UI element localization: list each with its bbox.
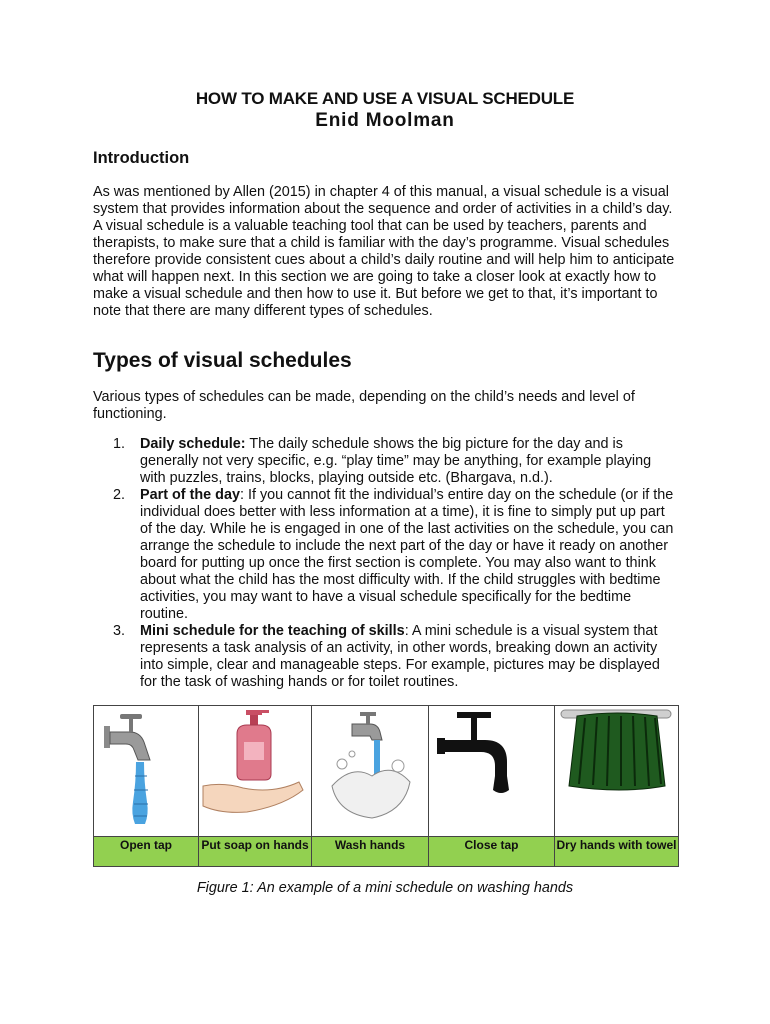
list-item xyxy=(113,436,678,487)
soap-bottle-icon xyxy=(199,706,311,836)
schedule-label-cell xyxy=(555,837,679,867)
schedule-image-cell xyxy=(94,706,199,837)
figure-caption: Figure 1: An example of a mini schedule on washing hands xyxy=(196,880,574,896)
schedule-label-cell xyxy=(94,837,199,867)
list-number: 2. xyxy=(113,487,126,503)
list-term: Daily schedule: xyxy=(140,436,246,452)
list-text: : If you cannot fit the individual’s entire day on the schedule (or if the individual does better with less information at a time), it is fine to simply put up part of the day. While he is engaged in one of the last activities on the schedule, you can arrange the schedule to include the next part of the day or have it ready on another board for putting up once the first section is complete. You may also want to think about what the child has the most difficulty with. If the child struggles with bedtime activities, you may want to have a visual schedule specifically for the bedtime routine. xyxy=(140,487,674,622)
list-number: 1. xyxy=(113,436,126,452)
document-title: HOW TO MAKE AND USE A VISUAL SCHEDULE xyxy=(195,89,575,108)
list-term: Mini schedule for the teaching of skills xyxy=(140,623,405,639)
document-author: Enid Moolman xyxy=(315,110,455,131)
schedule-step-label: Put soap on hands xyxy=(201,838,309,852)
schedule-step-label: Wash hands xyxy=(334,838,406,852)
schedule-image-row xyxy=(94,706,679,837)
schedule-label-cell xyxy=(429,837,555,867)
schedule-types-list xyxy=(113,436,678,691)
washing-hands-schedule-table xyxy=(93,705,679,867)
schedule-image-cell xyxy=(429,706,555,837)
list-term: Part of the day xyxy=(140,487,240,503)
list-number: 3. xyxy=(113,623,126,639)
introduction-heading: Introduction xyxy=(93,149,190,167)
open-tap-icon xyxy=(94,706,198,836)
schedule-step-label: Close tap xyxy=(464,838,519,852)
types-heading: Types of visual schedules xyxy=(93,349,352,372)
schedule-step-label: Open tap xyxy=(119,838,172,852)
schedule-label-row xyxy=(94,837,679,867)
schedule-step-label: Dry hands with towel xyxy=(556,838,677,852)
types-paragraph: Various types of schedules can be made, depending on the child’s needs and level of functioning. xyxy=(93,389,635,422)
schedule-label-cell xyxy=(199,837,312,867)
wash-hands-icon xyxy=(312,706,428,836)
list-text: The daily schedule shows the big picture for the day and is generally not very specific, e.g. “play time” may be anything, for example playing with puzzles, trains, blocks, playing outside etc. (Bhargava, n.d.). xyxy=(140,436,652,486)
list-text: : A mini schedule is a visual system that represents a task analysis of an activity, in other words, breaking down an activity into simple, clear and manageable steps. For example, pictures may be displayed for the task of washing hands or for toilet routines. xyxy=(140,623,660,690)
list-item xyxy=(113,487,678,623)
list-item xyxy=(113,623,678,691)
towel-icon xyxy=(555,706,678,836)
closed-tap-icon xyxy=(429,706,554,836)
schedule-image-cell xyxy=(312,706,429,837)
introduction-paragraph: As was mentioned by Allen (2015) in chapter 4 of this manual, a visual schedule is a visual system that provides information about the sequence and order of activities in a child’s day. A visual schedule is a valuable teaching tool that can be used by teachers, parents and therapists, to make sure that a child is familiar with the day’s programme. Visual schedules therefore provide consistent cues about a child’s daily routine and will help him to anticipate what will happen next. In this section we are going to take a closer look at exactly how to make a visual schedule and then how to use it. But before we get to that, it’s important to note that there are many different types of schedules. xyxy=(93,184,675,319)
schedule-image-cell xyxy=(555,706,679,837)
schedule-image-cell xyxy=(199,706,312,837)
schedule-label-cell xyxy=(312,837,429,867)
